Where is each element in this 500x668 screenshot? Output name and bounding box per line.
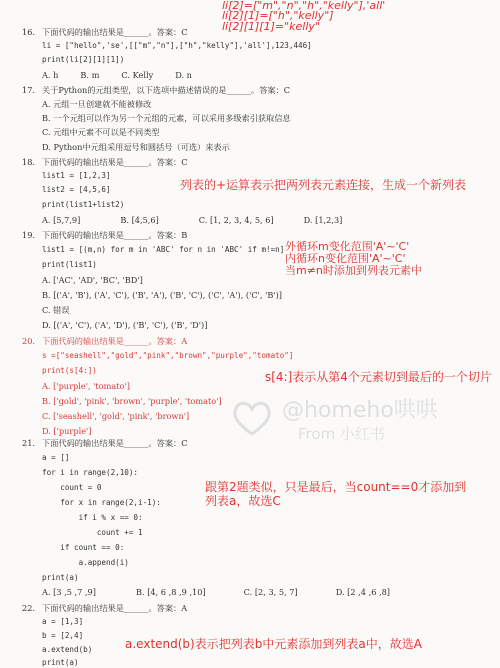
q20-option-b: B. ['gold', 'pink', 'brown', 'purple', 'tomato'] [42, 396, 222, 406]
q18-note: 列表的+运算表示把两列表元素连接，生成一个新列表 [180, 178, 467, 192]
handwriting-top-1: li[2]=["m","n","h","kelly"],'all' [222, 0, 386, 12]
q18-stem: 18. 下面代码的输出结果是______。答案：C [22, 157, 188, 167]
q21-code-8: a.append(i) [42, 558, 129, 567]
q16-code-2: print(li[2][1][1]) [42, 55, 125, 64]
q21-code-3: count = 0 [42, 483, 102, 492]
q22-note: a.extend(b)表示把列表b中元素添加到列表a中，故选A [125, 637, 422, 651]
q17-stem: 17. 关于Python的元组类型，以下选项中描述错误的是______。答案：C [22, 85, 291, 95]
q20-option-d: D. ['purple'] [42, 426, 92, 436]
q21-code-5: if i % x == 0: [42, 513, 143, 522]
q19-code-2: print(list1) [42, 260, 97, 269]
q16-options: A. h B. m C. Kelly D. n [42, 70, 192, 80]
q19-stem: 19. 下面代码的输出结果是______。答案：B [22, 230, 188, 240]
q18-options: A. [5,7,9] B. [4,5,6] C. [1, 2, 3, 4, 5, 6] D. [1,2,3] [42, 215, 343, 225]
q22-code-1: a = [1,3] [42, 617, 84, 626]
q21-stem: 21. 下面代码的输出结果是______。答案：C [22, 438, 188, 448]
q21-code-6: count += 1 [42, 528, 143, 537]
handwriting-top-3: li[2][1][1]="kelly" [222, 20, 320, 33]
q19-note-2: 内循环n变化范围'A'~'C' [285, 252, 406, 265]
q20-option-c: C. ['seashell', 'gold', 'pink', 'brown'] [42, 411, 190, 421]
q22-code-4: print(a) [42, 658, 79, 667]
q19-option-b: B. [('A', 'B'), ('A', 'C'), ('B', 'A'), ('B', 'C'), ('C', 'A'), ('C', 'B')] [42, 290, 282, 300]
q22-code-2: b = [2,4] [42, 631, 84, 640]
q21-note-1: 跟第2题类似，只是最后，当count==0才添加到 [205, 480, 467, 494]
q20-option-a: A. ['purple', 'tomato'] [42, 381, 130, 391]
q20-note: s[4:]表示从第4个元素切到最后的一个切片 [265, 370, 492, 384]
q21-options: A. [3 ,5 ,7 ,9] B. [4, 6 ,8 ,9 ,10] C. [2, 3, 5, 7] D. [2 ,4 ,6 ,8] [42, 587, 391, 597]
q22-code-3: a.extend(b) [42, 645, 93, 654]
q19-code-1: list1 = [(m,n) for m in 'ABC' for n in 'ABC' if m!=n] [42, 245, 285, 254]
q19-note-1: 外循环m变化范围'A'~'C' [285, 240, 410, 253]
q16-code-1: li = ["hello",'se',[["m","n"],["h","kelly"],'all'],123,446] [42, 41, 312, 50]
q19-option-c: C. 错误 [42, 305, 70, 315]
heart-icon [230, 398, 274, 438]
q19-option-d: D. [('A', 'C'), ('A', 'D'), ('B', 'C'), ('B', 'D')] [42, 320, 208, 330]
q22-stem: 22. 下面代码的输出结果是______。答案：A [22, 603, 188, 613]
watermark-line-2: From 小红书 [298, 425, 385, 443]
q17-option-b: B. 一个元组可以作为另一个元组的元素，可以采用多级索引获取信息 [42, 113, 291, 123]
q17-option-a: A. 元组一旦创建就不能被修改 [42, 99, 152, 109]
q21-note-2: 列表a，故选C [205, 494, 281, 508]
q16-stem: 16. 下面代码的输出结果是______。答案：C [22, 27, 188, 37]
q17-option-d: D. Python中元组采用逗号和圆括号（可选）来表示 [42, 142, 230, 152]
q21-code-9: print(a) [42, 573, 79, 582]
q21-code-2: for i in range(2,10): [42, 468, 139, 477]
q21-code-7: if count == 0: [42, 543, 125, 552]
q20-code-2: print(s[4:]) [42, 366, 97, 375]
watermark-line-1: @homeho哄哄 [282, 398, 438, 423]
q18-code-2: list2 = [4,5,6] [42, 185, 111, 194]
q19-option-a: A. ['AC', 'AD', 'BC', 'BD'] [42, 275, 143, 285]
q20-code-1: s =["seashell","gold","pink","brown","purple","tomato"] [42, 351, 294, 360]
watermark [282, 398, 438, 444]
q18-code-1: list1 = [1,2,3] [42, 171, 111, 180]
handwriting-top-2: li[2][1]=["h","kelly"] [222, 9, 334, 22]
q21-code-1: a = [] [42, 453, 70, 462]
q20-stem: 20. 下面代码的输出结果是______。答案：A [22, 336, 188, 346]
q17-option-c: C. 元组中元素不可以是不同类型 [42, 127, 160, 137]
q18-code-3: print(list1+list2) [42, 200, 125, 209]
q21-code-4: for x in range(2,i-1): [42, 498, 161, 507]
q19-note-3: 当m≠n时添加到列表元素中 [285, 264, 422, 277]
